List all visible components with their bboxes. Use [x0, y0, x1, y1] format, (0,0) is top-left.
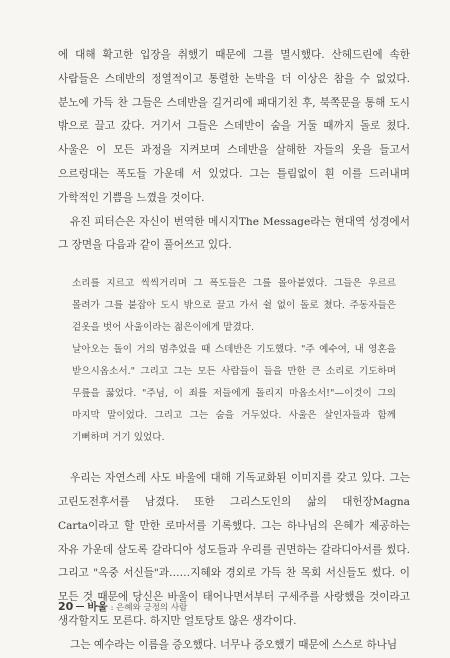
quote-paragraph-1: 소리를 지르고 씩씩거리며 그 폭도들은 그를 몰아붙였다. 그들은 우르르 몰려가 그를 붙잡아 도시 밖으로 끌고 가서 쉴 없이 돌로 쳤다. 주동자들은 겉옷을 벗어 사울이라는 젊은이에게 맡겼다. [72, 278, 396, 334]
footer-separator [76, 606, 84, 607]
block-quote [72, 273, 396, 449]
body-paragraph-3: 우리는 자연스레 사도 바울에 대해 기독교화된 이미지를 갖고 있다. 그는 고린도전후서를 남겼다. 또한 그리스도인의 삶의 대헌장Magna Carta이라고 할 만한 로마서를 기록했다. 그는 하나님의 은혜가 제공하는 자유 가운데 살도록 갈라디아 성도들과 우리를 권면하는 갈라디아서를 썼다. 그리고 "옥중 서신들"과……지혜와 경외로 가득 찬 목회 서신들도 썼다. 이 모든 것 때문에 당신은 바울이 태어나면서부터 구세주를 사랑했을 것이라고 생각할지도 모른다. 하지만 얼토당토 않은 생각이다. [58, 472, 410, 627]
paragraph-gap [58, 449, 410, 467]
book-title: 바울 [87, 601, 108, 613]
quote-paragraph-2: 날아오는 돌이 거의 멈추었을 때 스데반은 기도했다. "주 예수여, 내 영혼을 받으시옵소서." 그리고 그는 모든 사람들이 들을 만한 큰 소리로 기도하며 무릎을 꿇었다. "주님, 이 죄를 저들에게 돌리지 마옵소서!"—이것이 그의 마지막 말이었다. 그리고 그는 숨을 거두었다. 사울은 살인자들과 함께 기뻐하며 거기 있었다. [72, 344, 396, 444]
body-paragraph-2: 유진 피터슨은 자신이 번역한 메시지The Message라는 현대역 성경에서 그 장면을 다음과 같이 풀어쓰고 있다. [58, 215, 410, 252]
page-footer [58, 599, 187, 614]
page-number: 20 [58, 600, 74, 613]
body-paragraph-1: 에 대해 확고한 입장을 취했기 때문에 그를 멸시했다. 산헤드린에 속한 사람들은 스데반의 정열적이고 통렬한 논박을 더 이상은 참을 수 없었다. 분노에 가득 찬 그들은 스데반을 길거리에 패대기친 후, 북쪽문을 통해 도시 밖으로 끌고 갔다. 거기서 그들은 스데반이 숨을 거둘 때까지 돌로 쳤다. 사울은 이 모든 과정을 지켜보며 스데반을 살해한 자들의 옷을 들고서 으르렁대는 폭도들 가운데 서 있었다. 그는 틀림없이 흰 이를 드러내며 가학적인 기쁨을 느꼈을 것이다. [58, 49, 410, 204]
book-subtitle: : 은혜와 긍정의 사람 [110, 603, 188, 613]
body-paragraph-4: 그는 예수라는 이름을 증오했다. 너무나 증오했기 때문에 스스로 하나님 [70, 638, 398, 651]
